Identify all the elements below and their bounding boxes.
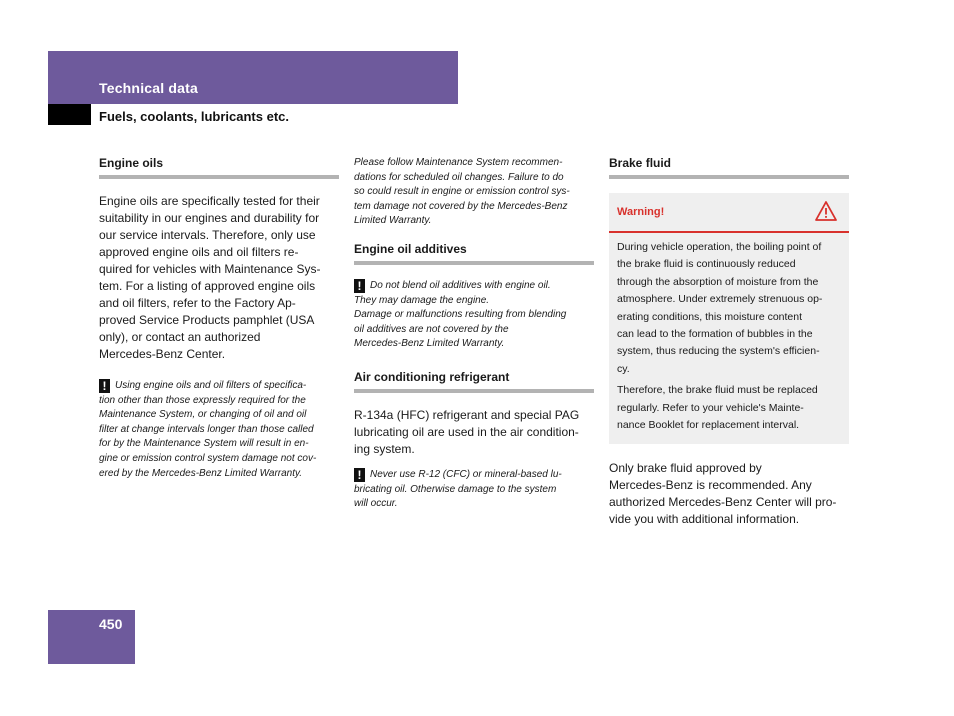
page-subtitle: Fuels, coolants, lubricants etc. xyxy=(99,109,289,124)
section-title: Technical data xyxy=(99,80,199,96)
warning-label: Warning! xyxy=(617,206,665,218)
section-marker-tab xyxy=(48,104,91,125)
ac-refrigerant-heading: Air conditioning refrigerant xyxy=(354,370,594,393)
column-brake-fluid xyxy=(609,156,849,528)
engine-oils-notice: ! Using engine oils and oil filters of specifica- tion other than those expressly required for the Maintenance System, or changing of oil and oil filter at change intervals longer than those called for by the Maintenance System will result in en- gine or emission control system damage not cov- ered by the Mercedes-Benz Limited Warranty. xyxy=(99,379,317,479)
notice-icon: ! xyxy=(354,468,365,482)
engine-oils-paragraph: Engine oils are specifically tested for their suitability in our engines and durability for our service intervals. Therefore, only use approved engine oils and oil filters re- quired for vehicles with Maintenance Sys- tem. For a listing of approved engine oils and oil filters, refer to the Factory Ap- proved Service Products pamphlet (USA only), or contact an authorized Mercedes-Benz Center. xyxy=(99,194,321,361)
brake-fluid-heading: Brake fluid xyxy=(609,156,849,179)
brake-fluid-paragraph: Only brake fluid approved by Mercedes-Benz is recommended. Any authorized Mercedes-Benz Center will pro- vide you with additional information. xyxy=(609,461,837,527)
engine-oils-heading: Engine oils xyxy=(99,156,339,179)
additives-heading: Engine oil additives xyxy=(354,242,594,265)
warning-triangle-icon xyxy=(815,201,837,221)
additives-notice: ! Do not blend oil additives with engine oil. They may damage the engine. Damage or malfunctions resulting from blending oil additives are not covered by the Mercedes-Benz Limited Warranty. xyxy=(354,278,567,350)
column-engine-oils xyxy=(99,156,339,481)
warning-body: During vehicle operation, the boiling point of the brake fluid is continuously reduced through the absorption of moisture from the atmosphere. Under extremely strenuous op- erating conditions, this moisture content can lead to the formation of bubbles in the system, thus reducing the system's efficien- cy. Therefore, the brake fluid must be replaced regularly. Refer to your vehicle's Mainte- nance Booklet for replacement interval. xyxy=(617,241,823,432)
warning-header xyxy=(609,193,849,233)
warning-box xyxy=(609,193,849,444)
notice-icon: ! xyxy=(99,379,110,393)
maintenance-intro: Please follow Maintenance System recommen- dations for scheduled oil changes. Failure to do so could result in engine or emission control sys- tem damage not covered by the Mercedes-Benz Limited Warranty. xyxy=(354,157,570,227)
notice-icon: ! xyxy=(354,279,365,293)
column-additives xyxy=(354,156,594,512)
page-number: 450 xyxy=(99,616,123,632)
header-bar xyxy=(48,51,458,104)
ac-refrigerant-notice: ! Never use R-12 (CFC) or mineral-based lu- bricating oil. Otherwise damage to the system will occur. xyxy=(354,467,562,510)
ac-refrigerant-paragraph: R-134a (HFC) refrigerant and special PAG lubricating oil are used in the air condition- ing system. xyxy=(354,407,580,456)
